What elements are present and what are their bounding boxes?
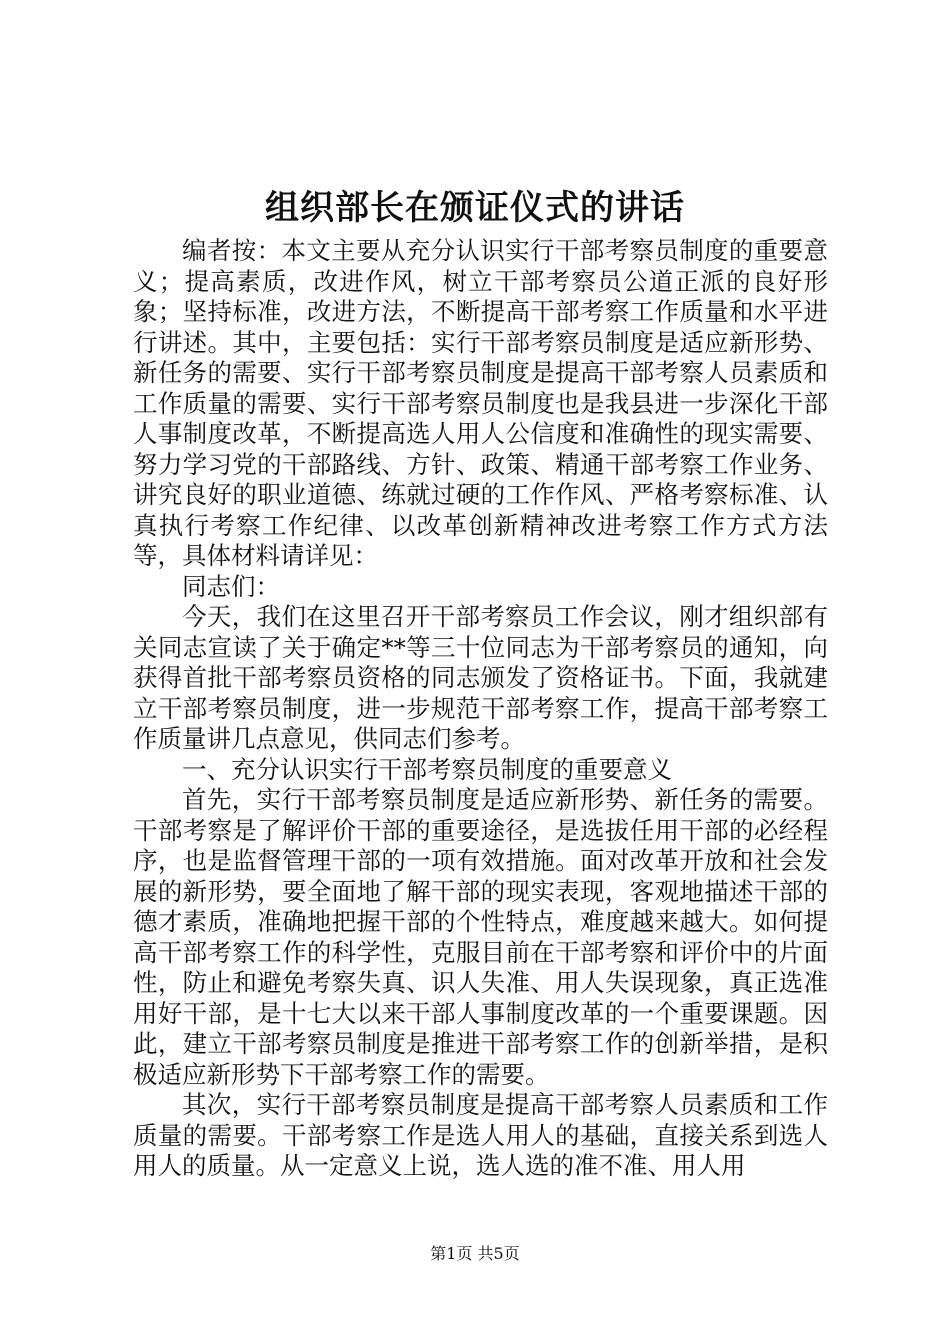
editor-note-paragraph: 编者按：本文主要从充分认识实行干部考察员制度的重要意义；提高素质，改进作风，树立干部考察员公道正派的良好形象；坚持标准，改进方法，不断提高干部考察工作质量和水平进行讲述。其中，主要包括：实行干部考察员制度是适应新形势、新任务的需要、实行干部考察员制度是提高干部考察人员素质和工作质量的需要、实行干部考察员制度也是我县进一步深化干部人事制度改革，不断提高选人用人公信度和准确性的现实需要、努力学习党的干部路线、方针、政策、精通干部考察工作业务、讲究良好的职业道德、练就过硬的工作作风、严格考察标准、认真执行考察工作纪律、以改革创新精神改进考察工作方式方法等，具体材料请详见：: [133, 236, 828, 570]
salutation-paragraph: 同志们：: [182, 571, 280, 601]
document-title: 组织部长在颁证仪式的讲话: [265, 188, 685, 228]
body-paragraph-first: 首先，实行干部考察员制度是适应新形势、新任务的需要。干部考察是了解评价干部的重要途径，是选拔任用干部的必经程序，也是监督管理干部的一项有效措施。面对改革开放和社会发展的新形势，要全面地了解干部的现实表现，客观地描述干部的德才素质，准确地把握干部的个性特点，难度越来越大。如何提高干部考察工作的科学性，克服目前在干部考察和评价中的片面性，防止和避免考察失真、识人失准、用人失误现象，真正选准用好干部，是十七大以来干部人事制度改革的一个重要课题。因此，建立干部考察员制度是推进干部考察工作的创新举措，是积极适应新形势下干部考察工作的需要。: [133, 785, 828, 1089]
opening-paragraph: 今天，我们在这里召开干部考察员工作会议，刚才组织部有关同志宣读了关于确定**等三十位同志为干部考察员的通知，向获得首批干部考察员资格的同志颁发了资格证书。下面，我就建立干部考察员制度，进一步规范干部考察工作，提高干部考察工作质量讲几点意见，供同志们参考。: [133, 602, 828, 753]
body-paragraph-second: 其次，实行干部考察员制度是提高干部考察人员素质和工作质量的需要。干部考察工作是选人用人的基础，直接关系到选人用人的质量。从一定意义上说，选人选的准不准、用人用: [133, 1090, 828, 1180]
page-number-footer: 第1页 共5页: [430, 1244, 520, 1263]
document-body: [133, 236, 828, 1182]
section-heading: 一、充分认识实行干部考察员制度的重要意义: [182, 754, 672, 784]
